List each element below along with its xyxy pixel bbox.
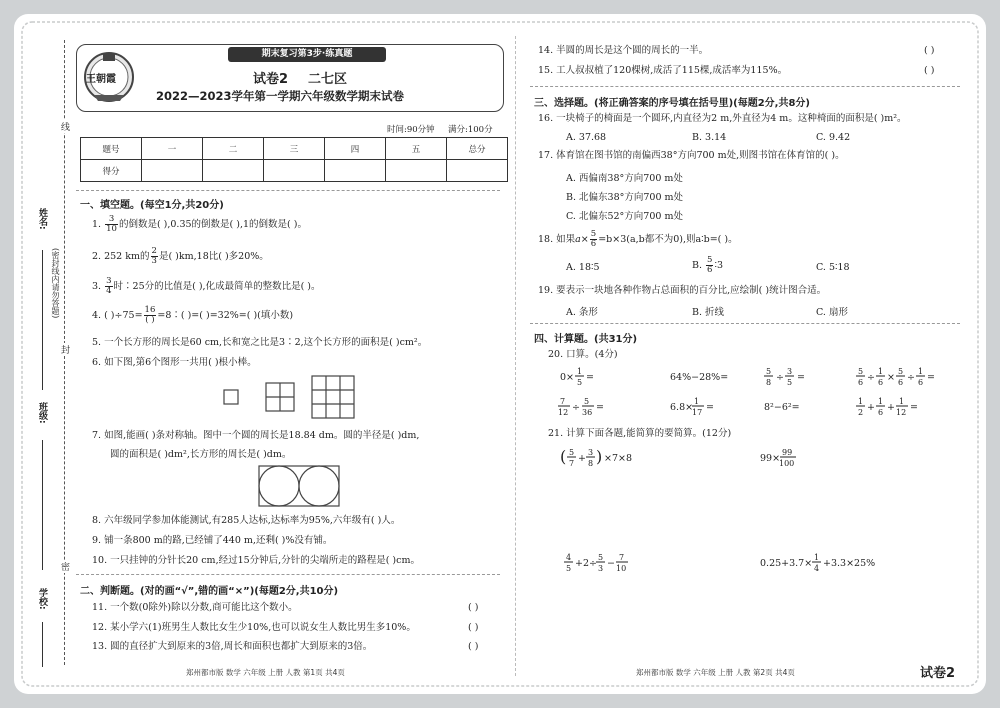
svg-text:7: 7: [569, 459, 575, 468]
seal-notice: (密封线内请勿答题): [51, 248, 60, 319]
svg-text:6: 6: [918, 378, 924, 387]
svg-text:100: 100: [779, 459, 795, 468]
circles-in-rectangle-figure: [258, 464, 340, 508]
score-table: [80, 137, 508, 182]
fraction: $\frac{5}{6}$: [707, 255, 713, 275]
svg-text:1: 1: [878, 397, 884, 406]
section-title: 二、判断题。(对的画“√”,错的画“×”)(每题2分,共10分): [80, 586, 339, 597]
question-13: 13. 圆的直径扩大到原来的3倍,周长和面积也都扩大到原来的3倍。: [92, 641, 373, 652]
svg-text:2: 2: [858, 408, 864, 417]
option-c[interactable]: C. 北偏东52°方向700 m处: [566, 211, 683, 222]
question-5: 5. 一个长方形的周长是60 cm,长和宽之比是3∶2,这个长方形的面积是( )cm²。: [92, 337, 428, 348]
score-cell: 三: [264, 138, 325, 160]
score-cell: 得分: [81, 160, 142, 182]
option-a[interactable]: A. 18∶5: [566, 262, 600, 273]
svg-text:=: =: [910, 402, 918, 413]
option-c[interactable]: C. 5∶18: [816, 262, 850, 273]
question-14: 14. 半圆的周长是这个圆的周长的一半。: [538, 45, 709, 56]
seal-char-2: 封: [59, 345, 69, 354]
svg-text:1: 1: [918, 367, 924, 376]
district: 二七区: [308, 72, 348, 87]
option-a[interactable]: A. 西偏南38°方向700 m处: [566, 173, 683, 184]
score-cell: 总分: [447, 138, 508, 160]
stick-pattern-figure: [222, 374, 362, 426]
svg-text:(: (: [560, 447, 567, 466]
divider: [76, 574, 500, 575]
section-title: 三、选择题。(将正确答案的序号填在括号里)(每题2分,共8分): [534, 98, 810, 109]
answer-paren[interactable]: ( ): [468, 641, 479, 652]
score-input[interactable]: [142, 160, 203, 182]
svg-text:1: 1: [878, 367, 884, 376]
seal-char-3: 密: [59, 562, 69, 571]
svg-text:6: 6: [858, 378, 864, 387]
oral-calculation-expressions: [560, 364, 940, 424]
svg-text:10: 10: [616, 564, 627, 573]
logo-text: 王朝霞: [86, 74, 116, 85]
score-table-header-row: [81, 138, 508, 160]
svg-text:99×: 99×: [760, 453, 781, 464]
score-input[interactable]: [447, 160, 508, 182]
svg-text:÷: ÷: [572, 402, 580, 413]
svg-text:5: 5: [787, 378, 793, 387]
score-input[interactable]: [325, 160, 386, 182]
svg-text:8²−6²=: 8²−6²=: [764, 402, 800, 413]
divider: [76, 190, 500, 191]
question-10: 10. 一只挂钟的分针长20 cm,经过15分钟后,分针的尖端所走的路程是( )cm。: [92, 555, 420, 566]
calculation-expressions: [560, 442, 900, 582]
svg-text:5: 5: [569, 448, 575, 457]
svg-text:−: −: [607, 558, 615, 569]
svg-text:4: 4: [566, 553, 572, 562]
svg-text:0×: 0×: [560, 372, 575, 383]
score-cell: 二: [203, 138, 264, 160]
score-info: 满分:100分: [448, 125, 493, 135]
class-field[interactable]: [42, 440, 43, 570]
svg-text:1: 1: [577, 367, 583, 376]
divider: [530, 86, 960, 87]
svg-text:÷: ÷: [907, 372, 915, 383]
option-c[interactable]: C. 扇形: [816, 307, 848, 318]
svg-text:5: 5: [566, 564, 572, 573]
svg-text:36: 36: [582, 408, 593, 417]
option-b[interactable]: B. 折线: [692, 307, 725, 318]
score-input[interactable]: [386, 160, 447, 182]
question-6: 6. 如下图,第6个图形一共用( )根小棒。: [92, 357, 257, 368]
svg-text:=: =: [927, 372, 935, 383]
svg-text:+: +: [887, 402, 895, 413]
fraction: $\frac{5}{6}$: [590, 229, 597, 249]
svg-text:+3.3×25%: +3.3×25%: [823, 558, 876, 569]
section-title: 四、计算题。(共31分): [534, 334, 638, 345]
score-cell: 四: [325, 138, 386, 160]
question-2: 2. 252 km的 $\frac{2}{3}$ 是( )km,18比( )多20%。: [92, 246, 269, 266]
score-input[interactable]: [264, 160, 325, 182]
fraction: $\frac{16}{( )}$: [144, 305, 156, 325]
option-b[interactable]: B. 北偏东38°方向700 m处: [566, 192, 684, 203]
name-field[interactable]: [42, 250, 43, 390]
svg-text:0.25+3.7×: 0.25+3.7×: [760, 558, 813, 569]
svg-text:8: 8: [766, 378, 772, 387]
question-9: 9. 铺一条800 m的路,已经铺了440 m,还剩( )%没有铺。: [92, 535, 333, 546]
footer-right: 郑州都市版 数学 六年级 上册 人教 第2页 共4页: [636, 668, 795, 677]
svg-text:5: 5: [584, 397, 590, 406]
banner: 期末复习第3步·练真题: [228, 47, 386, 62]
svg-text:99: 99: [782, 448, 793, 457]
svg-text:÷: ÷: [867, 372, 875, 383]
question-4: 4. ( )÷75= $\frac{16}{( )}$ =8∶( )=( )=32%=( )(填小数): [92, 305, 294, 325]
question-11: 11. 一个数(0除外)除以分数,商可能比这个数小。: [92, 602, 298, 613]
logo: [80, 50, 138, 104]
svg-text:12: 12: [558, 408, 569, 417]
page-divider: [515, 36, 516, 676]
class-label: 班级:: [37, 402, 47, 424]
paper-badge: 试卷2: [920, 666, 956, 681]
svg-text:6: 6: [878, 408, 884, 417]
svg-text:1: 1: [694, 397, 700, 406]
footer-left: 郑州都市版 数学 六年级 上册 人教 第1页 共4页: [186, 668, 345, 677]
question-8: 8. 六年级同学参加体能测试,有285人达标,达标率为95%,六年级有( )人。: [92, 515, 401, 526]
divider: [530, 323, 960, 324]
score-table-score-row: [81, 160, 508, 182]
question-15: 15. 工人叔叔植了120棵树,成活了115棵,成活率为115%。: [538, 65, 788, 76]
svg-text:÷: ÷: [776, 372, 784, 383]
option-b[interactable]: B. $\frac{5}{6}$ ∶3: [692, 255, 723, 275]
svg-text:17: 17: [692, 408, 703, 417]
svg-text:5: 5: [898, 367, 904, 376]
svg-text:7: 7: [619, 553, 625, 562]
question-7-line2: 圆的面积是( )dm²,长方形的周长是( )dm。: [110, 449, 292, 460]
option-c[interactable]: C. 9.42: [816, 132, 851, 143]
svg-text:3: 3: [787, 367, 793, 376]
question-21: 21. 计算下面各题,能简算的要简算。(12分): [548, 428, 732, 439]
question-1: 1. $\frac{3}{10}$ 的倒数是( ),0.35的倒数是( ),1的倒数是( )。: [92, 214, 307, 234]
answer-paren[interactable]: ( ): [468, 602, 479, 613]
svg-text:×7×8: ×7×8: [604, 453, 633, 464]
question-17: 17. 体育馆在图书馆的南偏西38°方向700 m处,则图书馆在体育馆的( )。: [538, 150, 845, 161]
section-title: 一、填空题。(每空1分,共20分): [80, 200, 224, 211]
svg-text:6: 6: [898, 378, 904, 387]
answer-paren[interactable]: ( ): [924, 45, 935, 56]
score-cell: 一: [142, 138, 203, 160]
svg-text:8: 8: [588, 459, 594, 468]
svg-text:+2÷: +2÷: [575, 558, 597, 569]
svg-text:5: 5: [858, 367, 864, 376]
svg-text:1: 1: [858, 397, 864, 406]
exam-title: 2022—2023学年第一学期六年级数学期末试卷: [156, 89, 405, 103]
svg-text:3: 3: [598, 564, 604, 573]
seal-char-1: 线: [59, 122, 69, 131]
option-a[interactable]: A. 37.68: [566, 132, 607, 143]
question-19: 19. 要表示一块地各种作物占总面积的百分比,应绘制( )统计图合适。: [538, 285, 827, 296]
question-16: 16. 一块椅子的椅面是一个圆环,内直径为2 m,外直径为4 m。这种椅面的面积是( )m²。: [538, 113, 907, 124]
svg-text:=: =: [797, 372, 805, 383]
option-a[interactable]: A. 条形: [566, 307, 598, 318]
school-field[interactable]: [42, 622, 43, 667]
svg-text:4: 4: [814, 564, 820, 573]
fraction: $\frac{3}{10}$: [106, 214, 117, 234]
svg-text:1: 1: [814, 553, 820, 562]
svg-text:5: 5: [598, 553, 604, 562]
svg-text:=: =: [706, 402, 714, 413]
answer-paren[interactable]: ( ): [924, 65, 935, 76]
paper-number: 试卷2: [253, 72, 289, 87]
svg-text:1: 1: [899, 397, 905, 406]
answer-paren[interactable]: ( ): [468, 622, 479, 633]
svg-text:7: 7: [560, 397, 566, 406]
question-20: 20. 口算。(4分): [548, 349, 618, 360]
option-b[interactable]: B. 3.14: [692, 132, 727, 143]
svg-text:×: ×: [887, 372, 895, 383]
fraction: $\frac{3}{4}$: [106, 276, 112, 296]
svg-text:64%−28%=: 64%−28%=: [670, 372, 729, 383]
svg-text:): ): [596, 447, 603, 466]
svg-text:+: +: [578, 453, 586, 464]
question-12: 12. 某小学六(1)班男生人数比女生少10%,也可以说女生人数比男生多10%。: [92, 622, 416, 633]
score-cell: 五: [386, 138, 447, 160]
school-label: 学校:: [37, 588, 47, 610]
fraction: $\frac{2}{3}$: [151, 246, 157, 266]
question-3: 3. $\frac{3}{4}$ 时∶25分的比值是( ),化成最简单的整数比是( )。: [92, 276, 321, 296]
svg-text:=: =: [586, 372, 594, 383]
svg-text:12: 12: [896, 408, 907, 417]
svg-text:3: 3: [588, 448, 594, 457]
svg-text:5: 5: [577, 378, 583, 387]
time-info: 时间:90分钟: [387, 125, 435, 135]
score-cell: 题号: [81, 138, 142, 160]
svg-text:5: 5: [766, 367, 772, 376]
name-label: 姓名:: [37, 208, 47, 230]
score-input[interactable]: [203, 160, 264, 182]
question-7-line1: 7. 如图,能画( )条对称轴。图中一个圆的周长是18.84 dm。圆的半径是( )dm,: [92, 430, 420, 441]
question-18: 18. 如果a× $\frac{5}{6}$ =b×3(a,b都不为0),则a∶b=( )。: [538, 229, 738, 249]
svg-text:+: +: [867, 402, 875, 413]
svg-text:6.8×: 6.8×: [670, 402, 694, 413]
svg-text:=: =: [596, 402, 604, 413]
svg-text:6: 6: [878, 378, 884, 387]
